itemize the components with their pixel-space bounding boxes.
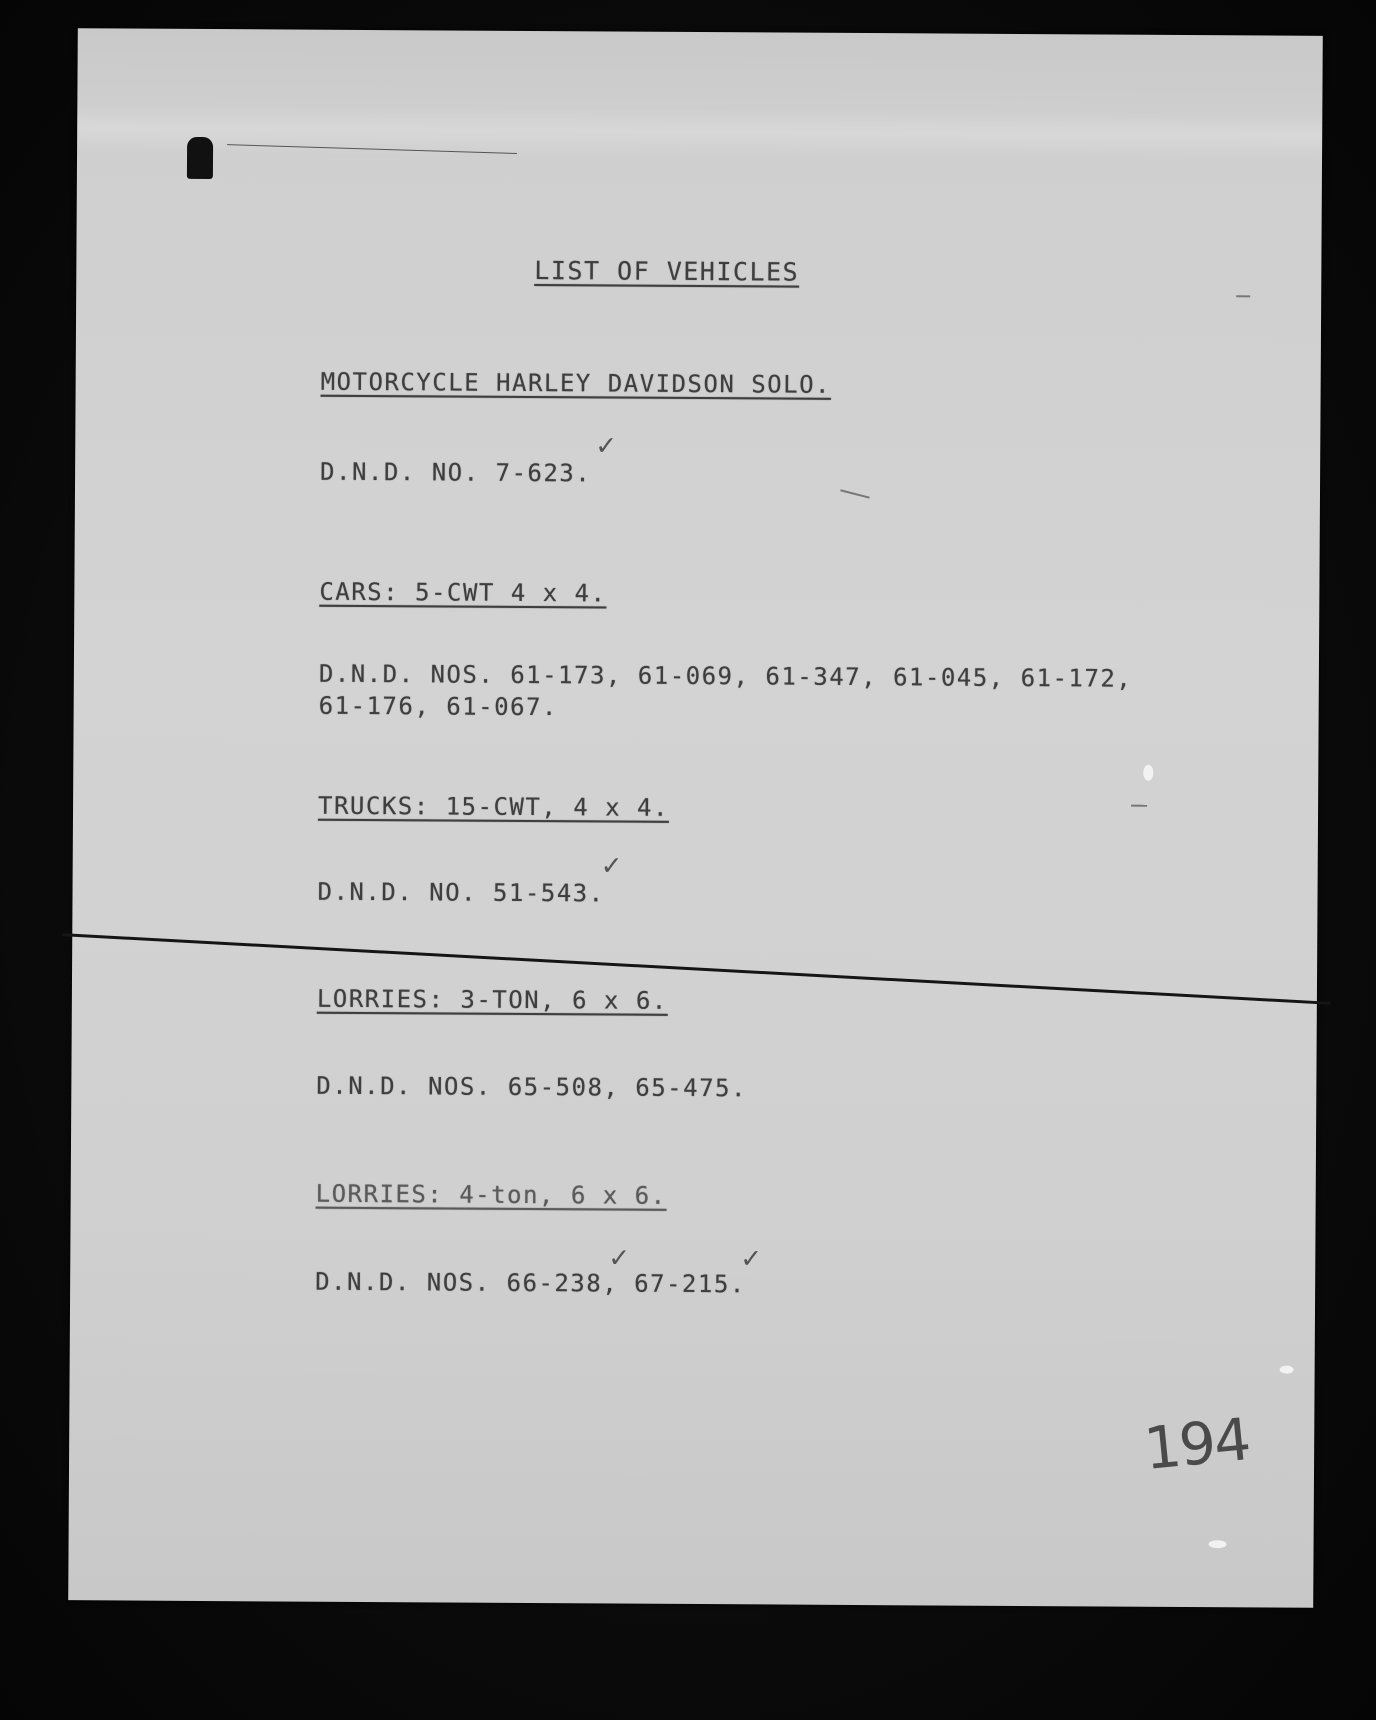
handwritten-page-number: 194 bbox=[1141, 1405, 1252, 1484]
film-speck bbox=[1143, 765, 1153, 781]
check-mark-icon: ✓ bbox=[595, 431, 618, 462]
film-speck bbox=[1209, 1540, 1227, 1548]
exposure-band bbox=[77, 103, 1322, 161]
film-speck bbox=[1280, 1366, 1294, 1374]
check-mark-icon: ✓ bbox=[740, 1244, 763, 1275]
mark-dash bbox=[840, 489, 870, 498]
mark-dash bbox=[1131, 805, 1147, 807]
check-mark-icon: ✓ bbox=[600, 851, 623, 882]
section-heading-trucks: TRUCKS: 15-CWT, 4 x 4. bbox=[317, 791, 670, 822]
strike-through-line bbox=[62, 933, 1330, 1005]
section-line-cars-2: 61-176, 61-067. bbox=[318, 691, 559, 722]
section-line-motorcycle: D.N.D. NO. 7-623. bbox=[320, 457, 592, 488]
document-page bbox=[68, 28, 1323, 1608]
section-heading-lorries-4ton: LORRIES: 4-ton, 6 x 6. bbox=[315, 1179, 667, 1210]
section-heading-lorries-3ton: LORRIES: 3-TON, 6 x 6. bbox=[316, 984, 668, 1015]
document-title: LIST OF VEHICLES bbox=[534, 256, 800, 287]
check-mark-icon: ✓ bbox=[608, 1243, 631, 1274]
section-line-cars-1: D.N.D. NOS. 61-173, 61-069, 61-347, 61-045, 61-172, bbox=[318, 659, 1133, 693]
section-heading-cars: CARS: 5-CWT 4 x 4. bbox=[319, 577, 607, 608]
section-line-lorries-4ton: D.N.D. NOS. 66-238, 67-215. bbox=[315, 1267, 746, 1299]
mark-dash bbox=[1236, 295, 1250, 297]
section-heading-motorcycle: MOTORCYCLE HARLEY DAVIDSON SOLO. bbox=[320, 367, 832, 399]
section-line-trucks: D.N.D. NO. 51-543. bbox=[317, 877, 605, 908]
section-line-lorries-3ton: D.N.D. NOS. 65-508, 65-475. bbox=[316, 1071, 748, 1103]
punch-hole bbox=[187, 137, 213, 179]
